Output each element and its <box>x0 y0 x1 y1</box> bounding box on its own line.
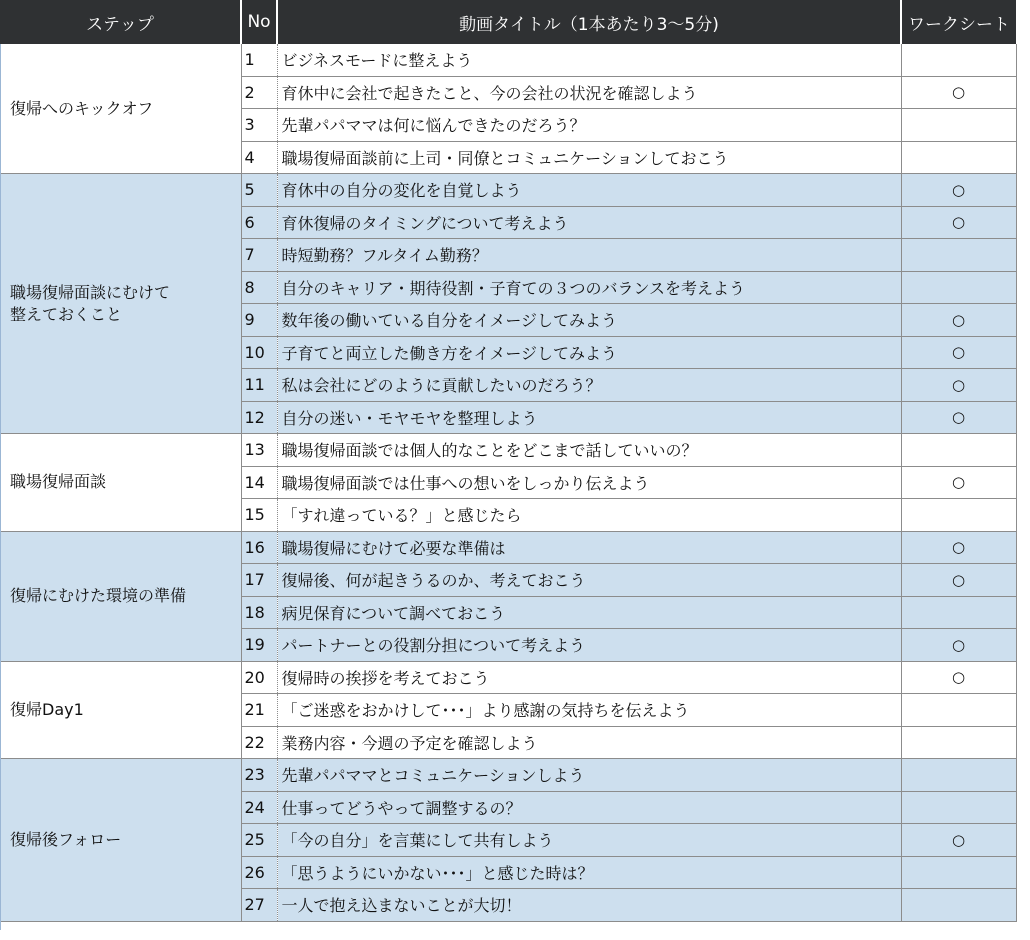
video-title-cell[interactable]: 一人で抱え込まないことが大切！ <box>277 889 901 922</box>
worksheet-cell[interactable]: ○ <box>901 336 1016 369</box>
no-cell[interactable]: 8 <box>241 271 277 304</box>
worksheet-cell[interactable]: ○ <box>901 531 1016 564</box>
video-title-cell[interactable]: 時短勤務？フルタイム勤務？ <box>277 239 901 272</box>
worksheet-cell[interactable]: ○ <box>901 629 1016 662</box>
video-title-cell[interactable]: ビジネスモードに整えよう <box>277 44 901 76</box>
no-cell[interactable]: 3 <box>241 109 277 142</box>
worksheet-cell[interactable] <box>901 499 1016 532</box>
no-cell[interactable]: 4 <box>241 141 277 174</box>
video-title-cell[interactable]: 復帰後、何が起きうるのか、考えておこう <box>277 564 901 597</box>
no-cell[interactable]: 27 <box>241 889 277 922</box>
video-title-cell[interactable]: 「思うようにいかない･･･」と感じた時は？ <box>277 856 901 889</box>
worksheet-cell[interactable]: ○ <box>901 206 1016 239</box>
no-cell[interactable]: 18 <box>241 596 277 629</box>
video-title-cell[interactable]: 自分のキャリア・期待役割・子育ての３つのバランスを考えよう <box>277 271 901 304</box>
worksheet-cell[interactable] <box>901 889 1016 922</box>
no-cell[interactable]: 26 <box>241 856 277 889</box>
no-cell[interactable]: 1 <box>241 44 277 76</box>
worksheet-cell[interactable] <box>901 109 1016 142</box>
video-title-cell[interactable]: 仕事ってどうやって調整するの？ <box>277 791 901 824</box>
worksheet-cell[interactable]: ○ <box>901 369 1016 402</box>
worksheet-cell[interactable] <box>901 791 1016 824</box>
left-edge-line <box>0 44 1 930</box>
no-cell[interactable]: 16 <box>241 531 277 564</box>
video-title-cell[interactable]: 育休中に会社で起きたこと、今の会社の状況を確認しよう <box>277 76 901 109</box>
step-cell[interactable]: 復帰へのキックオフ <box>0 44 241 174</box>
table-row <box>0 531 1016 564</box>
no-cell[interactable]: 14 <box>241 466 277 499</box>
worksheet-cell[interactable] <box>901 44 1016 76</box>
no-cell[interactable]: 12 <box>241 401 277 434</box>
worksheet-cell[interactable]: ○ <box>901 466 1016 499</box>
no-cell[interactable]: 13 <box>241 434 277 467</box>
video-title-cell[interactable]: 育休中の自分の変化を自覚しよう <box>277 174 901 207</box>
table-row <box>0 759 1016 792</box>
step-cell[interactable]: 復帰にむけた環境の準備 <box>0 531 241 661</box>
step-cell[interactable]: 職場復帰面談にむけて 整えておくこと <box>0 174 241 434</box>
step-cell[interactable]: 職場復帰面談 <box>0 434 241 532</box>
video-title-cell[interactable]: 「今の自分」を言葉にして共有しよう <box>277 824 901 857</box>
video-title-cell[interactable]: 私は会社にどのように貢献したいのだろう？ <box>277 369 901 402</box>
video-title-cell[interactable]: 業務内容・今週の予定を確認しよう <box>277 726 901 759</box>
no-cell[interactable]: 22 <box>241 726 277 759</box>
no-cell[interactable]: 2 <box>241 76 277 109</box>
no-cell[interactable]: 15 <box>241 499 277 532</box>
worksheet-cell[interactable] <box>901 694 1016 727</box>
no-cell[interactable]: 20 <box>241 661 277 694</box>
header-worksheet[interactable]: ワークシート <box>901 0 1016 44</box>
video-title-cell[interactable]: 復帰時の挨拶を考えておこう <box>277 661 901 694</box>
table-body <box>0 44 1016 921</box>
video-title-cell[interactable]: 自分の迷い・モヤモヤを整理しよう <box>277 401 901 434</box>
worksheet-cell[interactable] <box>901 759 1016 792</box>
table-row <box>0 174 1016 207</box>
video-title-cell[interactable]: 数年後の働いている自分をイメージしてみよう <box>277 304 901 337</box>
header-row <box>0 0 1016 44</box>
worksheet-cell[interactable] <box>901 596 1016 629</box>
step-cell[interactable]: 復帰Day1 <box>0 661 241 759</box>
table-row <box>0 434 1016 467</box>
worksheet-cell[interactable] <box>901 434 1016 467</box>
video-title-cell[interactable]: 先輩パパママは何に悩んできたのだろう？ <box>277 109 901 142</box>
video-title-cell[interactable]: 子育てと両立した働き方をイメージしてみよう <box>277 336 901 369</box>
no-cell[interactable]: 21 <box>241 694 277 727</box>
worksheet-cell[interactable]: ○ <box>901 401 1016 434</box>
header-title[interactable]: 動画タイトル（1本あたり3～5分) <box>277 0 901 44</box>
no-cell[interactable]: 6 <box>241 206 277 239</box>
worksheet-cell[interactable] <box>901 726 1016 759</box>
worksheet-cell[interactable]: ○ <box>901 174 1016 207</box>
worksheet-cell[interactable]: ○ <box>901 304 1016 337</box>
video-title-cell[interactable]: 「ご迷惑をおかけして･･･」より感謝の気持ちを伝えよう <box>277 694 901 727</box>
video-title-cell[interactable]: 職場復帰面談では個人的なことをどこまで話していいの？ <box>277 434 901 467</box>
video-title-cell[interactable]: 育休復帰のタイミングについて考えよう <box>277 206 901 239</box>
no-cell[interactable]: 9 <box>241 304 277 337</box>
step-cell[interactable]: 復帰後フォロー <box>0 759 241 922</box>
no-cell[interactable]: 23 <box>241 759 277 792</box>
video-title-cell[interactable]: 病児保育について調べておこう <box>277 596 901 629</box>
worksheet-cell[interactable] <box>901 141 1016 174</box>
worksheet-cell[interactable]: ○ <box>901 661 1016 694</box>
video-title-cell[interactable]: 職場復帰面談では仕事への想いをしっかり伝えよう <box>277 466 901 499</box>
no-cell[interactable]: 11 <box>241 369 277 402</box>
worksheet-cell[interactable] <box>901 239 1016 272</box>
no-cell[interactable]: 25 <box>241 824 277 857</box>
no-cell[interactable]: 7 <box>241 239 277 272</box>
no-cell[interactable]: 17 <box>241 564 277 597</box>
video-title-cell[interactable]: パートナーとの役割分担について考えよう <box>277 629 901 662</box>
worksheet-cell[interactable]: ○ <box>901 824 1016 857</box>
table-row <box>0 661 1016 694</box>
no-cell[interactable]: 24 <box>241 791 277 824</box>
no-cell[interactable]: 19 <box>241 629 277 662</box>
worksheet-cell[interactable]: ○ <box>901 564 1016 597</box>
header-step[interactable]: ステップ <box>0 0 241 44</box>
worksheet-cell[interactable] <box>901 271 1016 304</box>
video-title-cell[interactable]: 「すれ違っている？」と感じたら <box>277 499 901 532</box>
video-title-cell[interactable]: 職場復帰面談前に上司・同僚とコミュニケーションしておこう <box>277 141 901 174</box>
worksheet-cell[interactable]: ○ <box>901 76 1016 109</box>
no-cell[interactable]: 5 <box>241 174 277 207</box>
video-title-cell[interactable]: 職場復帰にむけて必要な準備は <box>277 531 901 564</box>
header-no[interactable]: No <box>241 0 277 44</box>
table-row <box>0 44 1016 76</box>
video-title-cell[interactable]: 先輩パパママとコミュニケーションしよう <box>277 759 901 792</box>
worksheet-cell[interactable] <box>901 856 1016 889</box>
no-cell[interactable]: 10 <box>241 336 277 369</box>
